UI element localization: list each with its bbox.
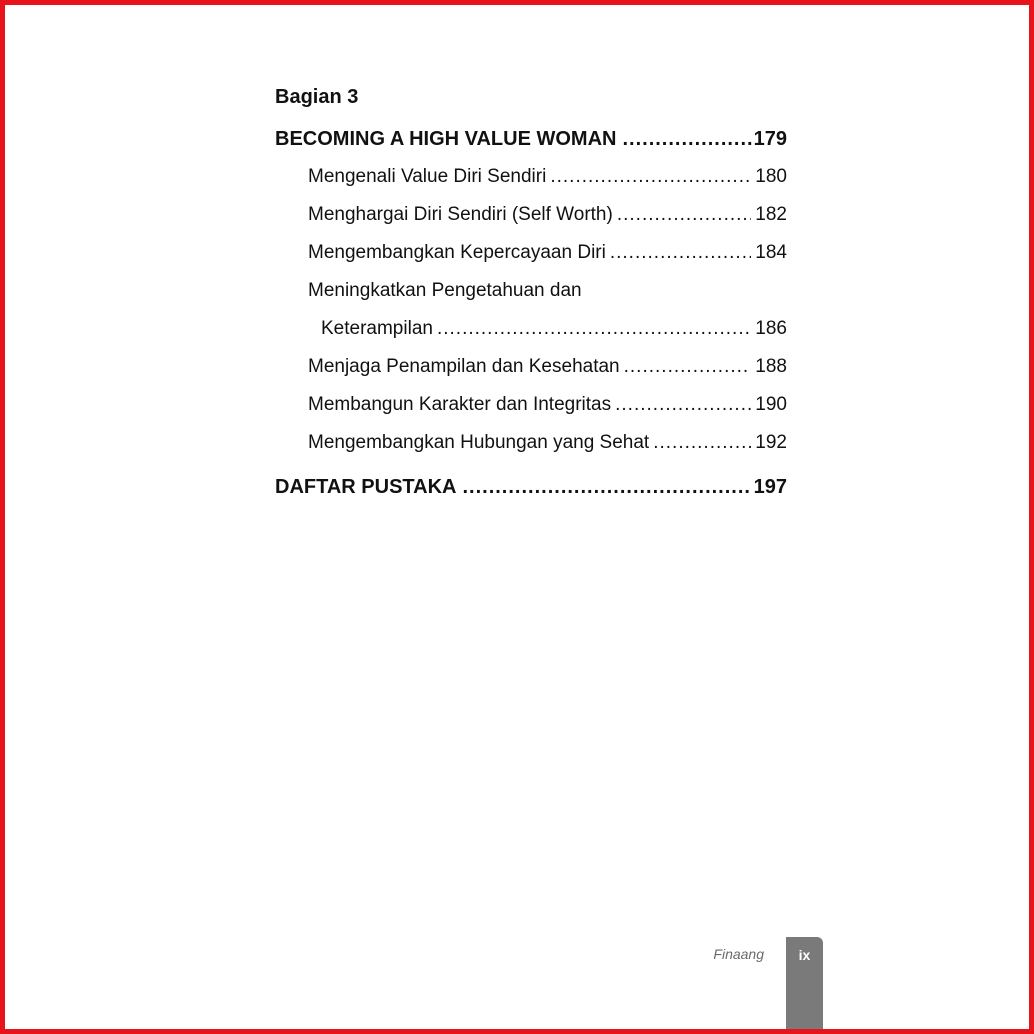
toc-entry-page: 197 bbox=[753, 476, 787, 498]
toc-entry-title-continuation: Keterampilan bbox=[321, 318, 433, 339]
toc-entry-page: 182 bbox=[755, 204, 787, 225]
toc-entry-page: 179 bbox=[753, 128, 787, 150]
dot-leader bbox=[550, 158, 751, 196]
toc-entry-page: 184 bbox=[755, 242, 787, 263]
toc-entry-title: Mengembangkan Hubungan yang Sehat bbox=[308, 432, 650, 453]
toc-entry-chapter[interactable] bbox=[275, 468, 787, 506]
toc-entry[interactable] bbox=[275, 234, 787, 272]
dot-leader bbox=[653, 424, 751, 462]
page-number: ix bbox=[798, 947, 811, 963]
dot-leader bbox=[437, 310, 751, 348]
dot-leader bbox=[615, 386, 751, 424]
toc-entry-page: 180 bbox=[755, 166, 787, 187]
dot-leader bbox=[624, 348, 752, 386]
toc-entry-title: Mengembangkan Kepercayaan Diri bbox=[308, 242, 606, 263]
table-of-contents bbox=[275, 84, 787, 506]
toc-entry-continuation[interactable] bbox=[275, 310, 787, 348]
toc-entry-title: Meningkatkan Pengetahuan dan bbox=[308, 280, 582, 301]
toc-entry[interactable] bbox=[275, 158, 787, 196]
toc-entry-title: DAFTAR PUSTAKA bbox=[275, 476, 457, 498]
toc-entry-title: BECOMING A HIGH VALUE WOMAN bbox=[275, 128, 617, 150]
toc-entry-page: 186 bbox=[755, 318, 787, 339]
toc-entry[interactable] bbox=[275, 386, 787, 424]
toc-entry-title: Menjaga Penampilan dan Kesehatan bbox=[308, 356, 620, 377]
toc-entry-chapter[interactable] bbox=[275, 120, 787, 158]
toc-entry-page: 192 bbox=[755, 432, 787, 453]
dot-leader bbox=[622, 120, 751, 158]
page-number-tab bbox=[786, 937, 823, 1029]
running-footer-title: Finaang bbox=[713, 946, 764, 962]
toc-entry-title: Menghargai Diri Sendiri (Self Worth) bbox=[308, 204, 613, 225]
toc-entry[interactable] bbox=[275, 196, 787, 234]
toc-entry[interactable] bbox=[275, 424, 787, 462]
toc-entry-first-line[interactable] bbox=[275, 272, 787, 310]
dot-leader bbox=[617, 196, 751, 234]
toc-entry-page: 188 bbox=[755, 356, 787, 377]
toc-entry-page: 190 bbox=[755, 394, 787, 415]
toc-entry-title: Membangun Karakter dan Integritas bbox=[308, 394, 612, 415]
toc-entry-title: Mengenali Value Diri Sendiri bbox=[308, 166, 547, 187]
toc-entry[interactable] bbox=[275, 348, 787, 386]
part-heading: Bagian 3 bbox=[275, 86, 359, 108]
dot-leader bbox=[610, 234, 751, 272]
dot-leader bbox=[462, 468, 751, 506]
